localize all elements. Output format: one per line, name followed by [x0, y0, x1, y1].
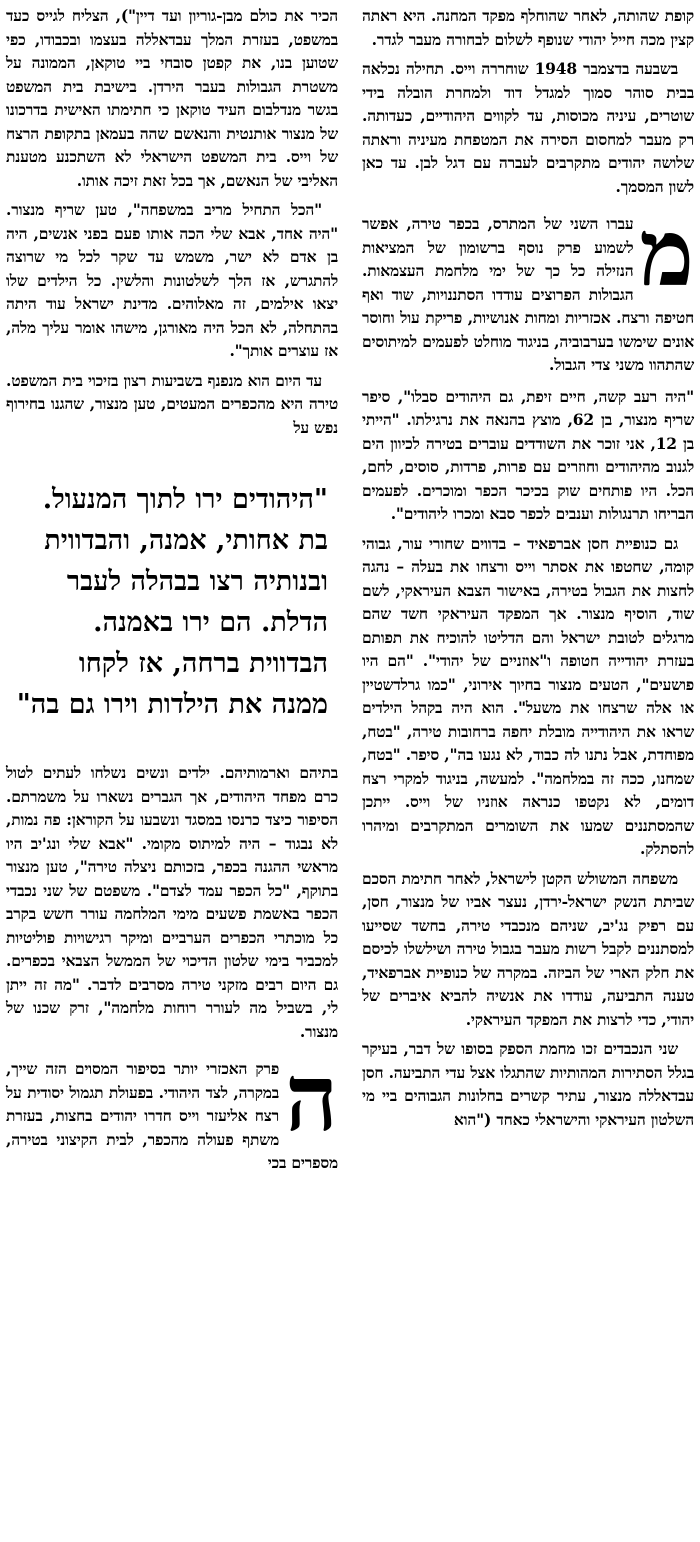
drop-cap-letter: ה: [285, 1044, 338, 1152]
paragraph: פרק האכזרי יותר בסיפור המסוים הזה שייך, במקרה, לצד היהודי. בפעולת תגמול יסודית על רצח אליעזר וייס חדרו יהודים בחצות, בעזרת משתף פעולה מהכפר, לבית הקיצוני בטירה, מספרים בכי: [6, 1059, 338, 1172]
pull-quote: "היהודים ירו לתוך המנעול. בת אחותי, אמנה, והבדווית ובנותיה רצו בבהלה לעבר הדלת. הם ירו באמנה. הבדווית ברחה, אז לקחו ממנה את הילדות וירו גם בה": [16, 484, 328, 720]
paragraph: קופת שהותה, לאחר שהוחלף מפקד המחנה. היא ראתה קצין מכה חייל יהודי שנופף לשלום לבחורה מעבר לגדר.: [362, 6, 694, 49]
left-column: [6, 4, 338, 1183]
paragraph: בתיהם וארמותיהם. ילדים ונשים נשלחו לעתים לטול כרם מפחד היהודים, אך הגברים נשארו על משמרתם. הסיפור כיצד כרנסו במסגד ונשבעו על הקוראן: פה נמות, לא נבגוד – היה למיתוס מקומי. "אבא שלי ונג'יב היו מראשי ההגנה בכפר, בזכותם ניצלה טירה", טען מנצור בתוקף, "כל הכפר עמד לצדם". משפטם של שני נכבדי הכפר באשמת פשעים מימי המלחמה עורר חשש בקרב כל מוכתרי הכפרים הערביים ומיקר רגישויות פוליטיות למכביר בימי שלטון הדיכוי של הממשל הצבאי בכפרים. גם היום רבים מזקני טירה מסרבים לדבר. "מה זה ייתן לי, בשביל מה לעורר רוחות מלחמה", זרק שכנו של מנצור.: [6, 763, 338, 1041]
drop-cap-letter: מ: [639, 199, 694, 307]
paragraph: עברו השני של המתרס, בכפר טירה, אפשר לשמוע פרק נוסף ברשומון של המציאות הנזילה כל כך של ימי מלחמת העצמאות. הגבולות הפרוצים עודדו הסתננויות, שוד ואף חטיפה ורצח. אכזריות ומחות אנושיות, פריקת עול וחוסר אונים שימשו בערבוביה, בניגוד מוחלט לפעמים למיתוסים שהתהוו משני צדי הגבול.: [362, 214, 694, 374]
paragraph: "היה רעב קשה, חיים זיפת, גם היהודים סבלו", סיפר שריף מנצור, בן 62, מוצץ בהנאה את נרגילתו. "הייתי בן 12, אני זוכר את השודדים עוברים בטירה לכיוון הים לגנוב מהיהודים וחוזרים עם פרות, פרדות, סוסים, לחם, הכל. היו פותחים שוק בכיכר הכפר ומוכרים. לפעמים הבריחו תרנגולות וענבים לכפר סבא ומכרו ליהודים".: [362, 386, 695, 523]
paragraph: שני הנכבדים זכו מחמת הספק בסופו של דבר, בעיקר בגלל הסתירות המהותיות שהתגלו אצל עדי התביעה. חסן עבדאללה מנצור, עתיר קשרים בחלונות הגבוהים ביי מי השלטון העיראקי והישראלי כאחד ("הוא: [362, 1039, 694, 1129]
dropcap-paragraph: [362, 199, 694, 377]
paragraph: משפחה המשולש הקטן לישראל, לאחר חתימת הסכם שביתת הנשק ישראל-ירדן, נעצר אביו של מנצור, חסן, עם רפיק נג'יב, שניהם מנכבדי טירה, בחשד שסייעו למסתננים לקבל רשות מעבר בגבול טירה ושילשלו לכיסם את חלק הארי של הביזה. במקרה של כנופיית אברפאיד, טענה התביעה, עודדו את אנשיה להביא איברים של יהודי, כדי לרצות את המפקד העיראקי.: [362, 868, 694, 1029]
paragraph: בשבעה בדצמבר 1948 שוחררה וייס. תחילה נכלאה בבית סוהר סמוך למגדל דוד ולמחרת הובלה בידי שוטרים, עיניה מכוסות, עד לקווים היהודיים, כעדותה. רק מעבר למחסום הסירה את המטפחת מעיניה וראתה שלושה יהודים מתקרבים לעברה עם דגל לבן. עד כאן לשון המסמך.: [362, 59, 694, 196]
paragraph: עד היום הוא מנפנף בשביעות רצון בזיכוי בית המשפט. טירה היא מהכפרים המעטים, טען מנצור, שהגנו בחירוף נפש על: [6, 370, 338, 437]
paragraph: הכיר את כולם מבן-גוריון ועד דיין"), הצליח לגייס כעד במשפט, בעזרת המלך עבדאללה בעצמו ובכבודו, כפי שטוען בנו, את קפטן סובחי ביי טוקאן, הממונה על משטרת הגבולות בעבר הירדן. בישיבת בית המשפט בגשר מנדלבום העיד טוקאן כי חתימתו האישית בדרכונו של מנצור אותנטית והנאשם שהה בעמאן בתקופת הרצח של וייס. בית המשפט הישראלי לא השתכנע מטענת האליבי של הנאשם, אך בכל זאת זיכה אותו.: [6, 6, 338, 190]
right-column: [362, 4, 694, 1137]
dropcap-paragraph: [6, 1044, 338, 1175]
paragraph: גם כנופיית חסן אברפאיד – בדווים שחורי עור, גבוהי קומה, שחטפו את אסתר וייס ורצחו את בעלה – נהגה לחצות את הגבול בטירה, באישור הצבא העיראקי, לשם שוד, הוסיף מנצור. אך המפקד העיראקי חשד שהם מרגלים לטובת ישראל והם הדליטו להוכיח את תפותם בעזרת יהודייה חטופה ו"אוזניים של יהודי". "הם היו פושעים", הטעים מנצור בחיוך אירוני, "כמו גרלדשטיין או אלה שרצחו את משעל". הוא היה בקהל הילדים שראו את היהודייה מובלת יחפה ברחובות טירה, "בטח, מפוחדת, אבל נתנו לה כבוד, לא נגעו בה", סיפר. "בטח, שמחנו, ככה זה במלחמה". למעשה, בניגוד למקרי רצח דומים, לא נקטפו כנראה אוזניו של וייס. ייתכן שהמסתננים שמעו את השומרים המתקרבים ומיהרו להסתלק.: [362, 533, 694, 858]
paragraph: "הכל התחיל מריב במשפחה", טען שריף מנצור. "היה אחד, אבא שלי הכה אותו פעם בפני אנשים, היה בן אדם לא ישר, משמש עד שקר לכל מי שרוצה להתגרש, אז הלך לשלטונות והלשין. כל הילדים שלו יצאו אילמים, זה מאלוהים. מדינת ישראל עוד היתה בהתחלה, לא הכל היה מאורגן, מישהו אומר עליך מלה, אז עוצרים אותך".: [6, 200, 338, 360]
